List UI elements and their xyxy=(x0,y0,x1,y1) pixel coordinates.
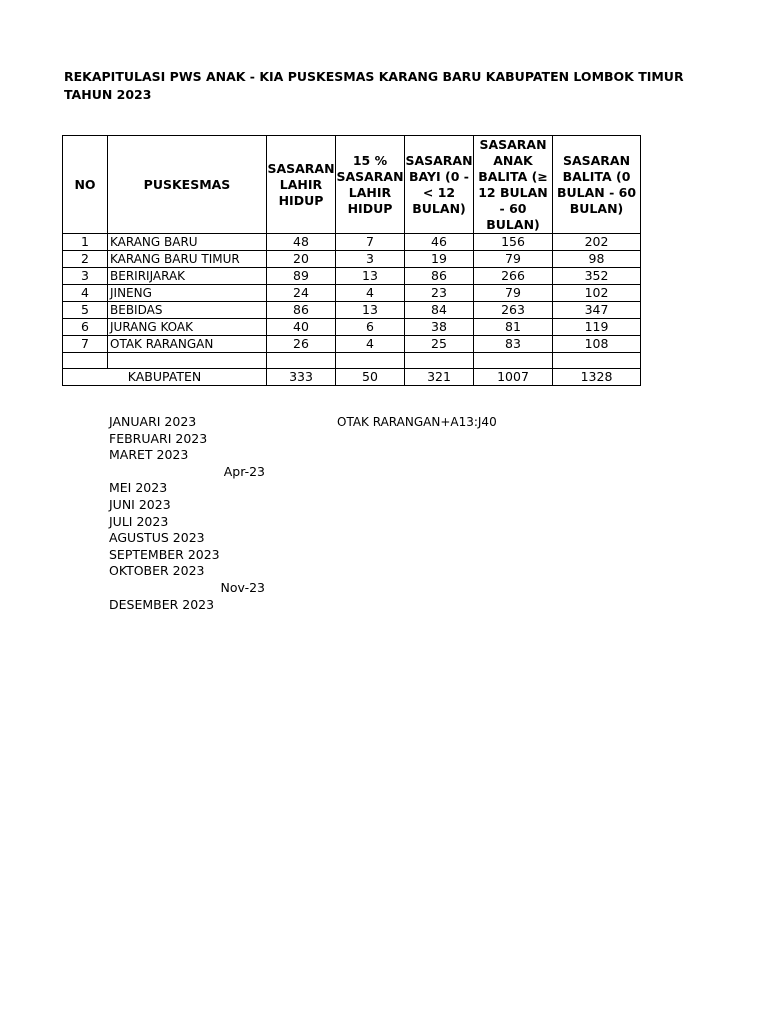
month-item: JANUARI 2023 xyxy=(109,414,197,429)
row-pct: 4 xyxy=(336,336,405,353)
month-item: JUNI 2023 xyxy=(109,496,171,512)
row-bayi: 86 xyxy=(405,268,474,285)
row-pct: 4 xyxy=(336,285,405,302)
cell xyxy=(63,353,108,369)
row-bayi: 23 xyxy=(405,285,474,302)
table-row xyxy=(63,336,641,353)
row-no: 2 xyxy=(63,251,108,268)
month-list xyxy=(109,414,269,613)
row-no: 4 xyxy=(63,285,108,302)
row-bayi: 19 xyxy=(405,251,474,268)
row-balita: 98 xyxy=(553,251,641,268)
row-pct: 7 xyxy=(336,234,405,251)
header-anak-balita: SASARAN ANAK BALITA (≥ 12 BULAN - 60 BULAN) xyxy=(474,136,553,234)
row-lahir-hidup: 86 xyxy=(267,302,336,319)
month-item: SEPTEMBER 2023 xyxy=(109,546,220,562)
total-row xyxy=(63,369,641,386)
row-puskesmas: BEBIDAS xyxy=(108,302,267,319)
header-puskesmas: PUSKESMAS xyxy=(108,136,267,234)
month-item: MEI 2023 xyxy=(109,480,168,496)
row-pct: 6 xyxy=(336,319,405,336)
formula-text: OTAK RARANGAN+A13:J40 xyxy=(337,415,497,429)
row-anak-balita: 81 xyxy=(474,319,553,336)
row-balita: 108 xyxy=(553,336,641,353)
total-pct: 50 xyxy=(336,369,405,386)
title-line-2: TAHUN 2023 xyxy=(64,87,152,102)
row-balita: 202 xyxy=(553,234,641,251)
row-puskesmas: OTAK RARANGAN xyxy=(108,336,267,353)
row-puskesmas: BERIRIJARAK xyxy=(108,268,267,285)
total-label: KABUPATEN xyxy=(63,369,267,386)
header-balita: SASARAN BALITA (0 BULAN - 60 BULAN) xyxy=(553,136,641,234)
row-lahir-hidup: 24 xyxy=(267,285,336,302)
total-balita: 1328 xyxy=(553,369,641,386)
row-puskesmas: KARANG BARU TIMUR xyxy=(108,251,267,268)
row-anak-balita: 266 xyxy=(474,268,553,285)
month-item: OKTOBER 2023 xyxy=(109,563,205,579)
row-no: 6 xyxy=(63,319,108,336)
row-pct: 3 xyxy=(336,251,405,268)
row-puskesmas: JURANG KOAK xyxy=(108,319,267,336)
header-pct-lahir-hidup: 15 % SASARAN LAHIR HIDUP xyxy=(336,136,405,234)
table-row xyxy=(63,234,641,251)
row-puskesmas: JINENG xyxy=(108,285,267,302)
row-bayi: 38 xyxy=(405,319,474,336)
month-item: MARET 2023 xyxy=(109,447,189,463)
table-header-row xyxy=(63,136,641,234)
month-item: JULI 2023 xyxy=(109,513,169,529)
row-anak-balita: 79 xyxy=(474,285,553,302)
month-item: DESEMBER 2023 xyxy=(109,596,215,612)
cell xyxy=(108,353,267,369)
row-pct: 13 xyxy=(336,268,405,285)
total-bayi: 321 xyxy=(405,369,474,386)
row-bayi: 46 xyxy=(405,234,474,251)
month-item: AGUSTUS 2023 xyxy=(109,530,205,546)
row-no: 3 xyxy=(63,268,108,285)
row-lahir-hidup: 26 xyxy=(267,336,336,353)
row-balita: 119 xyxy=(553,319,641,336)
row-anak-balita: 83 xyxy=(474,336,553,353)
header-bayi: SASARAN BAYI (0 - < 12 BULAN) xyxy=(405,136,474,234)
cell xyxy=(267,353,336,369)
blank-row xyxy=(63,353,641,369)
header-lahir-hidup: SASARAN LAHIR HIDUP xyxy=(267,136,336,234)
row-bayi: 25 xyxy=(405,336,474,353)
table-row xyxy=(63,319,641,336)
row-balita: 102 xyxy=(553,285,641,302)
cell xyxy=(405,353,474,369)
table-row xyxy=(63,268,641,285)
cell xyxy=(553,353,641,369)
row-lahir-hidup: 40 xyxy=(267,319,336,336)
title-line-1: REKAPITULASI PWS ANAK - KIA PUSKESMAS KARANG BARU KABUPATEN LOMBOK TIMUR xyxy=(64,69,684,84)
row-balita: 352 xyxy=(553,268,641,285)
row-anak-balita: 79 xyxy=(474,251,553,268)
row-lahir-hidup: 89 xyxy=(267,268,336,285)
month-item: Nov-23 xyxy=(220,579,265,595)
total-anak-balita: 1007 xyxy=(474,369,553,386)
header-no: NO xyxy=(63,136,108,234)
row-no: 1 xyxy=(63,234,108,251)
month-item: FEBRUARI 2023 xyxy=(109,430,208,446)
row-lahir-hidup: 20 xyxy=(267,251,336,268)
row-puskesmas: KARANG BARU xyxy=(108,234,267,251)
cell xyxy=(336,353,405,369)
total-lahir-hidup: 333 xyxy=(267,369,336,386)
rekap-table xyxy=(62,135,641,386)
row-pct: 13 xyxy=(336,302,405,319)
row-anak-balita: 156 xyxy=(474,234,553,251)
cell xyxy=(474,353,553,369)
month-item: Apr-23 xyxy=(223,463,265,479)
document-title xyxy=(64,68,704,104)
table-row xyxy=(63,285,641,302)
row-bayi: 84 xyxy=(405,302,474,319)
table-row xyxy=(63,251,641,268)
table-row xyxy=(63,302,641,319)
row-no: 5 xyxy=(63,302,108,319)
row-balita: 347 xyxy=(553,302,641,319)
row-lahir-hidup: 48 xyxy=(267,234,336,251)
row-no: 7 xyxy=(63,336,108,353)
row-anak-balita: 263 xyxy=(474,302,553,319)
